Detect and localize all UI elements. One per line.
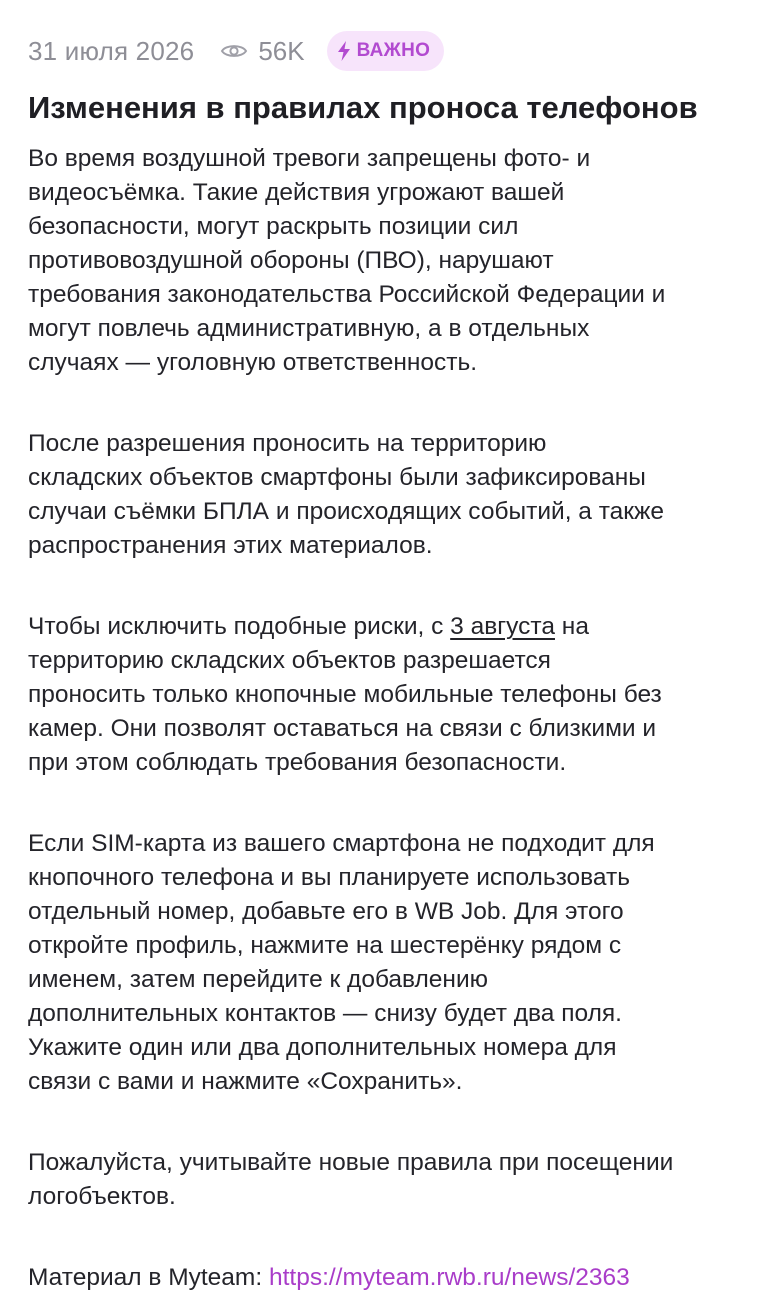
text-line: безопасности, могут раскрыть позиции сил: [28, 213, 519, 240]
text-line: логобъектов.: [28, 1183, 176, 1210]
text-line: случаи съёмки БПЛА и происходящих событий, а также: [28, 498, 665, 525]
text-line: складских объектов смартфоны были зафиксированы: [28, 464, 646, 491]
text-line: Во время воздушной тревоги запрещены фото- и: [28, 145, 591, 172]
text-line: видеосъёмка. Такие действия угрожают вашей: [28, 179, 565, 206]
lightning-icon: [337, 41, 351, 61]
text-line: [28, 1261, 768, 1295]
text-line: могут повлечь административную, а в отдельных: [28, 315, 590, 342]
text-line: Если SIM-карта из вашего смартфона не подходит для: [28, 830, 655, 857]
eye-icon: [220, 42, 248, 60]
text-line: проносить только кнопочные мобильные телефоны без: [28, 681, 662, 708]
text-line: камер. Они позволят оставаться на связи с близкими и: [28, 715, 657, 742]
paragraph-5: [28, 1146, 768, 1214]
text-line: отдельный номер, добавьте его в WB Job. Для этого: [28, 898, 624, 925]
source-label: Материал в Myteam:: [28, 1264, 269, 1291]
text-fragment: на: [554, 613, 589, 640]
myteam-news-link[interactable]: https://myteam.rwb.ru/news/2363: [268, 1264, 630, 1291]
text-line: [28, 610, 768, 644]
article-meta: [28, 30, 444, 72]
text-line: связи с вами и нажмите «Сохранить».: [28, 1068, 463, 1095]
text-line: требования законодательства Российской Федерации и: [28, 281, 666, 308]
text-line: именем, затем перейдите к добавлению: [28, 966, 489, 993]
text-line: После разрешения проносить на территорию: [28, 430, 547, 457]
paragraph-3: [28, 610, 768, 780]
paragraph-4: [28, 827, 768, 1099]
important-badge: [327, 31, 445, 71]
badge-label: ВАЖНО: [356, 40, 431, 61]
text-line: Пожалуйста, учитывайте новые правила при посещении: [28, 1149, 674, 1176]
text-line: при этом соблюдать требования безопасности.: [28, 749, 567, 776]
text-line: случаях — уголовную ответственность.: [28, 349, 478, 376]
publish-date: 31 июля 2026: [28, 35, 195, 66]
view-count: 56K: [258, 35, 305, 66]
paragraph-2: [28, 427, 768, 563]
text-line: противовоздушной обороны (ПВО), нарушают: [28, 247, 554, 274]
text-line: откройте профиль, нажмите на шестерёнку рядом с: [28, 932, 622, 959]
text-line: Укажите один или два дополнительных номера для: [28, 1034, 617, 1061]
text-fragment: Чтобы исключить подобные риски, с: [28, 613, 451, 640]
article-body: [28, 142, 768, 1295]
text-line: кнопочного телефона и вы планируете использовать: [28, 864, 630, 891]
text-line: дополнительных контактов — снизу будет два поля.: [28, 1000, 622, 1027]
paragraph-1: [28, 142, 768, 380]
text-line: территорию складских объектов разрешается: [28, 647, 551, 674]
highlighted-date: 3 августа: [450, 613, 555, 640]
paragraph-6: [28, 1261, 768, 1295]
text-line: распространения этих материалов.: [28, 532, 433, 559]
article-title: Изменения в правилах проноса телефонов: [28, 90, 698, 125]
